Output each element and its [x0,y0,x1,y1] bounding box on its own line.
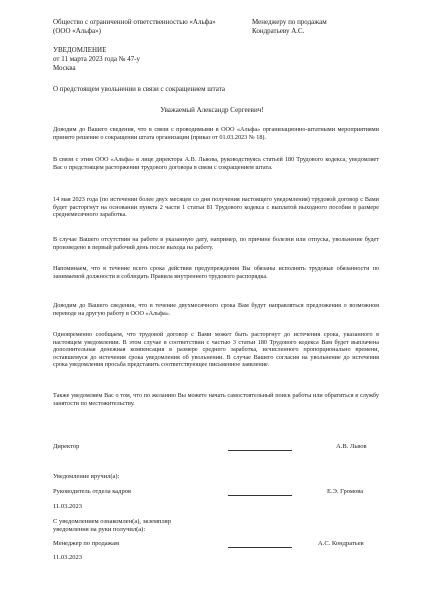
hr-date: 11.03.2023 [53,503,83,510]
document-subject: О предстоящем увольнении в связи с сокращением штата [53,85,225,93]
paragraph-4: В случае Вашего отсутствия на работе в указанную дату, например, по причине болезни или отпуска, увольнение будет произведено в первый рабочий день после выхода на работу. [53,236,379,251]
director-name: А.В. Львов [336,443,367,450]
hr-signature-line [228,495,292,496]
paragraph-3: 14 мая 2023 года (по истечении более двух месяцев со дня получения настоящего уведомления) трудовой договор с Вами будет расторгнут на основании пункта 2 части 1 статьи 81 Трудового кодекса с выплатой выходного пособия в размере среднемесячного заработка. [53,196,379,219]
director-signature-line [228,450,292,451]
delivered-by-label: Уведомление вручил(а): [53,473,120,480]
hr-title: Руководитель отдела кадров [53,488,132,495]
hr-name: Е.Э. Громова [327,488,364,495]
paragraph-8: Также уведомляем Вас о том, что по желанию Вы можете начать самостоятельный поиск работы или обратиться в службу занятости по местожительству. [53,392,379,407]
paragraph-7: Одновременно сообщаем, что трудовой договор с Вами может быть расторгнут до истечения срока, указанного в настоящем уведомлении. В этом случае в соответствии с частью 3 статьи 180 Трудового кодекса Вам будет выплачена дополнительная денежная компенсация в размере среднего заработка, исчисленного пропорционально времени, оставшемуся до истечения срока уведомления об увольнении. В случае Вашего согласия на увольнение до истечения срока уведомления просьба представить соответствующее письменное заявление. [53,331,379,369]
acknowledgment-line-1: С уведомлением ознакомлен(а), экземпляр [53,518,172,525]
org-short-name: (ООО «Альфа») [53,27,101,35]
paragraph-2: В связи с этим ООО «Альфа» в лице директора А.В. Львова, руководствуясь статьей 180 Трудового кодекса, уведомляет Вас о предстоящем расторжении трудового договора в связи с сокращением штата. [53,156,379,171]
paragraph-5: Напоминаем, что в течение всего срока действия предупреждения Вы обязаны исполнять трудовые обязанности по занимаемой должности и соблюдать Правила внутреннего трудового распорядка. [53,265,379,280]
acknowledgment-line-2: уведомления на руки получил(а): [53,526,146,533]
employee-name: А.С. Кондратьев [318,540,364,547]
employee-title: Менеджер по продажам [53,540,120,547]
addressee-position: Менеджеру по продажам [252,18,327,26]
paragraph-6: Доводим до Вашего сведения, что в течение двухмесячного срока Вам будут направляться предложения о возможном переводе на другую работу в ООО «Альфа». [53,302,379,317]
addressee-name: Кондратьеву А.С. [252,27,305,35]
document-date-number: от 11 марта 2023 года № 47-у [53,55,141,63]
employee-date: 11.03.2023 [53,554,83,561]
org-name: Общество с ограниченной ответственностью «Альфа» [53,18,216,26]
paragraph-1: Доводим до Вашего сведения, что в связи с проводимыми в ООО «Альфа» организационно-штатными мероприятиями принято решение о сокращении штата организации (приказ от 01.03.2023 № 18). [53,126,379,141]
document-type: УВЕДОМЛЕНИЕ [53,46,107,54]
employee-signature-line [228,547,292,548]
salutation: Уважаемый Александр Сергеевич! [160,106,264,114]
director-title: Директор [53,443,80,450]
document-city: Москва [53,64,76,72]
